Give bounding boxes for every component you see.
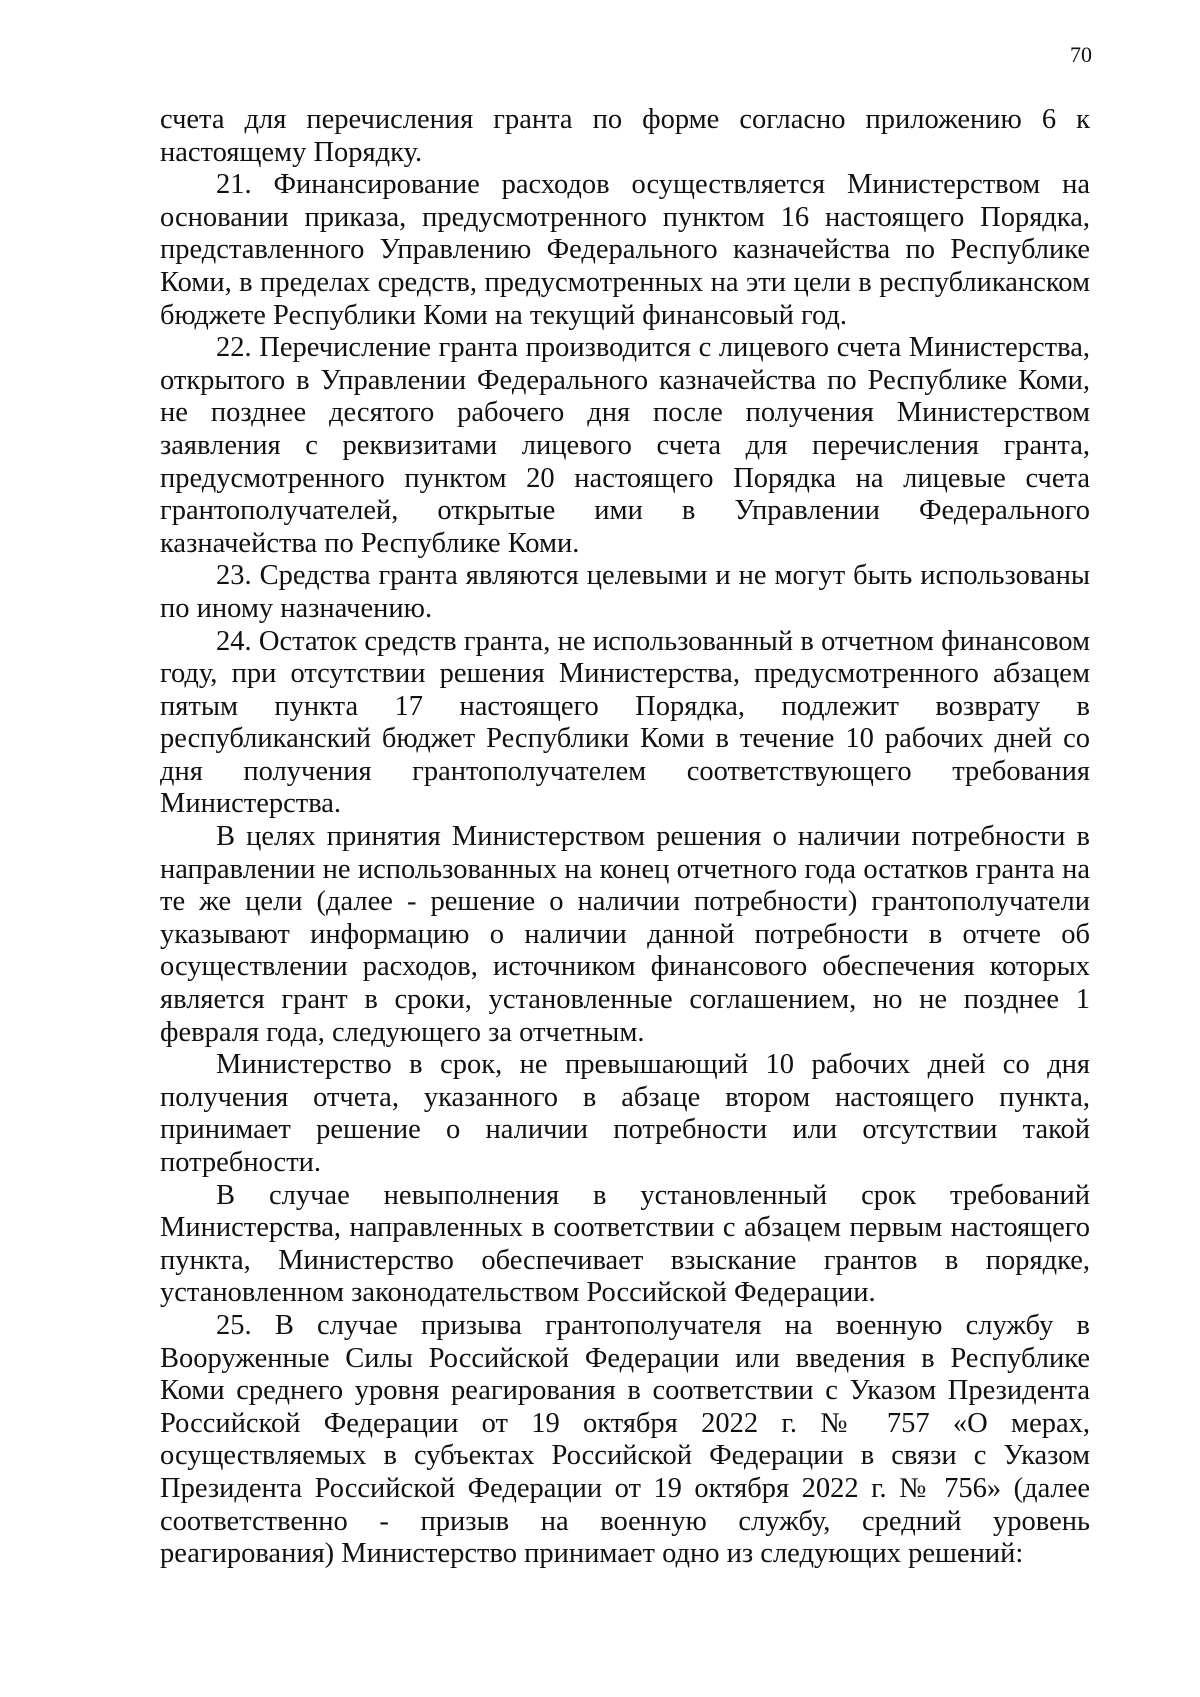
paragraph-item-23: 23. Средства гранта являются целевыми и не могут быть использованы по иному назначению.	[160, 560, 1090, 624]
paragraph-item-21: 21. Финансирование расходов осуществляется Министерством на основании приказа, предусмотренного пунктом 16 настоящего Порядка, представленного Управлению Федерального казначейства по Республике Коми, в пределах средств, предусмотренных на эти цели в республиканском бюджете Республики Коми на текущий финансовый год.	[160, 169, 1090, 331]
paragraph-24-ministry-deadline: Министерство в срок, не превышающий 10 рабочих дней со дня получения отчета, указанного в абзаце втором настоящего пункта, принимает решение о наличии потребности или отсутствии такой потребности.	[160, 1049, 1090, 1178]
paragraph-continuation: счета для перечисления гранта по форме согласно приложению 6 к настоящему Порядку.	[160, 104, 1090, 168]
paragraph-item-24: 24. Остаток средств гранта, не использованный в отчетном финансовом году, при отсутствии решения Министерства, предусмотренного абзацем пятым пункта 17 настоящего Порядка, подлежит возврату в республиканский бюджет Республики Коми в течение 10 рабочих дней со дня получения грантополучателем соответствующего требования Министерства.	[160, 625, 1090, 820]
paragraph-item-25: 25. В случае призыва грантополучателя на военную службу в Вооруженные Силы Российской Федерации или введения в Республике Коми среднего уровня реагирования в соответствии с Указом Президента Российской Федерации от 19 октября 2022 г. № 757 «О мерах, осуществляемых в субъектах Российской Федерации в связи с Указом Президента Российской Федерации от 19 октября 2022 г. № 756» (далее соответственно - призыв на военную службу, средний уровень реагирования) Министерство принимает одно из следующих решений:	[160, 1309, 1090, 1570]
paragraph-24-recovery: В случае невыполнения в установленный срок требований Министерства, направленных в соответствии с абзацем первым настоящего пункта, Министерство обеспечивает взыскание грантов в порядке, установленном законодательством Российской Федерации.	[160, 1179, 1090, 1309]
paragraph-item-22: 22. Перечисление гранта производится с лицевого счета Министерства, открытого в Управлении Федерального казначейства по Республике Коми, не позднее десятого рабочего дня после получения Министерством заявления с реквизитами лицевого счета для перечисления гранта, предусмотренного пунктом 20 настоящего Порядка на лицевые счета грантополучателей, открытые ими в Управлении Федерального казначейства по Республике Коми.	[160, 332, 1090, 559]
page-number: 70	[1070, 42, 1092, 67]
document-body	[160, 104, 1090, 1571]
paragraph-24-need-decision: В целях принятия Министерством решения о наличии потребности в направлении не использованных на конец отчетного года остатков гранта на те же цели (далее - решение о наличии потребности) грантополучатели указывают информацию о наличии данной потребности в отчете об осуществлении расходов, источником финансового обеспечения которых является грант в сроки, установленные соглашением, но не позднее 1 февраля года, следующего за отчетным.	[160, 821, 1090, 1048]
